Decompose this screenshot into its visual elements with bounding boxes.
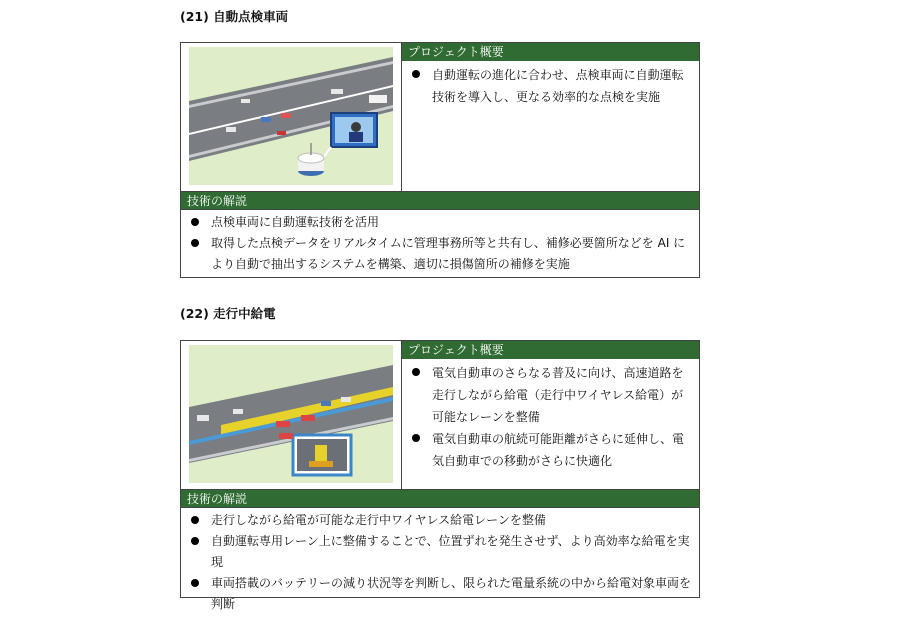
section-22-title: (22) 走行中給電 [180, 306, 276, 321]
tech-bullet: 自動運転専用レーン上に整備することで、位置ずれを発生させず、より高効率な給電を実現 [181, 531, 693, 573]
section-22-box [180, 340, 700, 611]
project-bullet: 電気自動車の航続可能距離がさらに延伸し、電気自動車での移動がさらに快適化 [402, 428, 699, 472]
project-overview-header: プロジェクト概要 [402, 43, 699, 61]
project-overview-header: プロジェクト概要 [402, 341, 699, 359]
tech-explanation-header: 技術の解説 [181, 490, 699, 508]
tech-bullet: 走行しながら給電が可能な走行中ワイヤレス給電レーンを整備 [181, 510, 693, 531]
section-21-title: (21) 自動点検車両 [180, 9, 289, 24]
autonomous-inspection-illustration [181, 43, 402, 191]
project-bullet: 電気自動車のさらなる普及に向け、高速道路を走行しながら給電（走行中ワイヤレス給電）が可能なレーンを整備 [402, 362, 699, 428]
tech-bullet: 車両搭載のバッテリーの減り状況等を判断し、限られた電量系統の中から給電対象車両を判断 [181, 573, 693, 615]
project-bullet: 自動運転の進化に合わせ、点検車両に自動運転技術を導入し、更なる効率的な点検を実施 [402, 64, 699, 108]
wireless-charging-lane-illustration [181, 341, 402, 489]
tech-bullet: 取得した点検データをリアルタイムに管理事務所等と共有し、補修必要箇所などを AI により自動で抽出するシステムを構築、適切に損傷箇所の補修を実施 [181, 233, 693, 275]
section-21-box [180, 42, 700, 278]
tech-bullet: 点検車両に自動運転技術を活用 [181, 212, 693, 233]
tech-explanation-header: 技術の解説 [181, 192, 699, 210]
